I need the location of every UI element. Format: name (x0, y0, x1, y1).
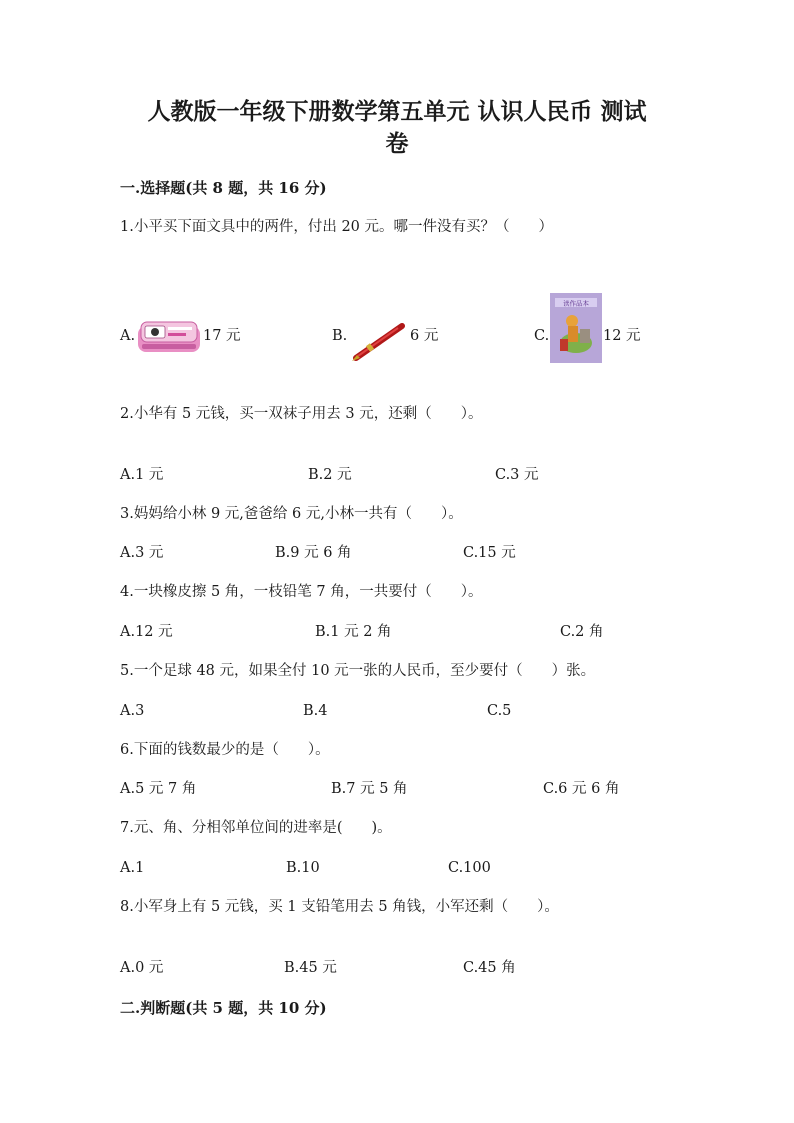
q4-option-c: C.2 角 (560, 624, 604, 640)
question-2-text: 2.小华有 5 元钱，买一双袜子用去 3 元，还剩（ ）。 (120, 406, 483, 422)
section-heading-judgment: 二.判断题(共 5 题，共 10 分) (120, 999, 327, 1017)
q4-option-b: B.1 元 2 角 (315, 624, 392, 640)
q7-option-b: B.10 (286, 860, 320, 876)
notebook-cover-text: 读作品本 (563, 299, 589, 308)
q1-option-c-price: 12 元 (603, 328, 641, 344)
question-7-text: 7.元、角、分相邻单位间的进率是( )。 (120, 820, 392, 836)
q6-option-c: C.6 元 6 角 (543, 781, 620, 797)
q5-option-b: B.4 (303, 703, 328, 719)
q7-option-a: A.1 (120, 860, 145, 876)
notebook-image (550, 293, 602, 363)
q8-option-b: B.45 元 (284, 960, 337, 976)
title-line-1: 人教版一年级下册数学第五单元 认识人民币 测试 (147, 98, 647, 125)
q3-option-a: A.3 元 (120, 545, 164, 561)
question-6-text: 6.下面的钱数最少的是（ ）。 (120, 742, 330, 758)
q3-option-c: C.15 元 (463, 545, 516, 561)
q8-option-a: A.0 元 (120, 960, 164, 976)
q6-option-b: B.7 元 5 角 (331, 781, 408, 797)
q1-option-a-label: A. (120, 328, 136, 344)
fountain-pen-image (350, 320, 408, 362)
q2-option-b: B.2 元 (308, 467, 352, 483)
q6-option-a: A.5 元 7 角 (120, 781, 197, 797)
q3-option-b: B.9 元 6 角 (275, 545, 352, 561)
question-3-text: 3.妈妈给小林 9 元,爸爸给 6 元,小林一共有（ ）。 (120, 506, 463, 522)
question-1-text: 1.小平买下面文具中的两件，付出 20 元。哪一件没有买？（ ） (120, 219, 554, 235)
q1-option-b-price: 6 元 (410, 328, 439, 344)
q1-option-a-price: 17 元 (203, 328, 241, 344)
question-8-text: 8.小军身上有 5 元钱，买 1 支铅笔用去 5 角钱，小军还剩（ ）。 (120, 899, 559, 915)
q7-option-c: C.100 (448, 860, 491, 876)
section-heading-choice: 一.选择题(共 8 题，共 16 分) (120, 179, 327, 197)
q1-option-c-label: C. (534, 328, 550, 344)
page-title (100, 96, 694, 160)
pencil-case-image (136, 316, 202, 356)
title-line-2: 卷 (385, 130, 409, 157)
q2-option-a: A.1 元 (120, 467, 164, 483)
q5-option-a: A.3 (120, 703, 145, 719)
q4-option-a: A.12 元 (120, 624, 173, 640)
q5-option-c: C.5 (487, 703, 512, 719)
question-4-text: 4.一块橡皮擦 5 角，一枝铅笔 7 角，一共要付（ ）。 (120, 584, 483, 600)
q2-option-c: C.3 元 (495, 467, 539, 483)
question-5-text: 5.一个足球 48 元，如果全付 10 元一张的人民币，至少要付（ ）张。 (120, 663, 596, 679)
q1-option-b-label: B. (332, 328, 348, 344)
q8-option-c: C.45 角 (463, 960, 516, 976)
